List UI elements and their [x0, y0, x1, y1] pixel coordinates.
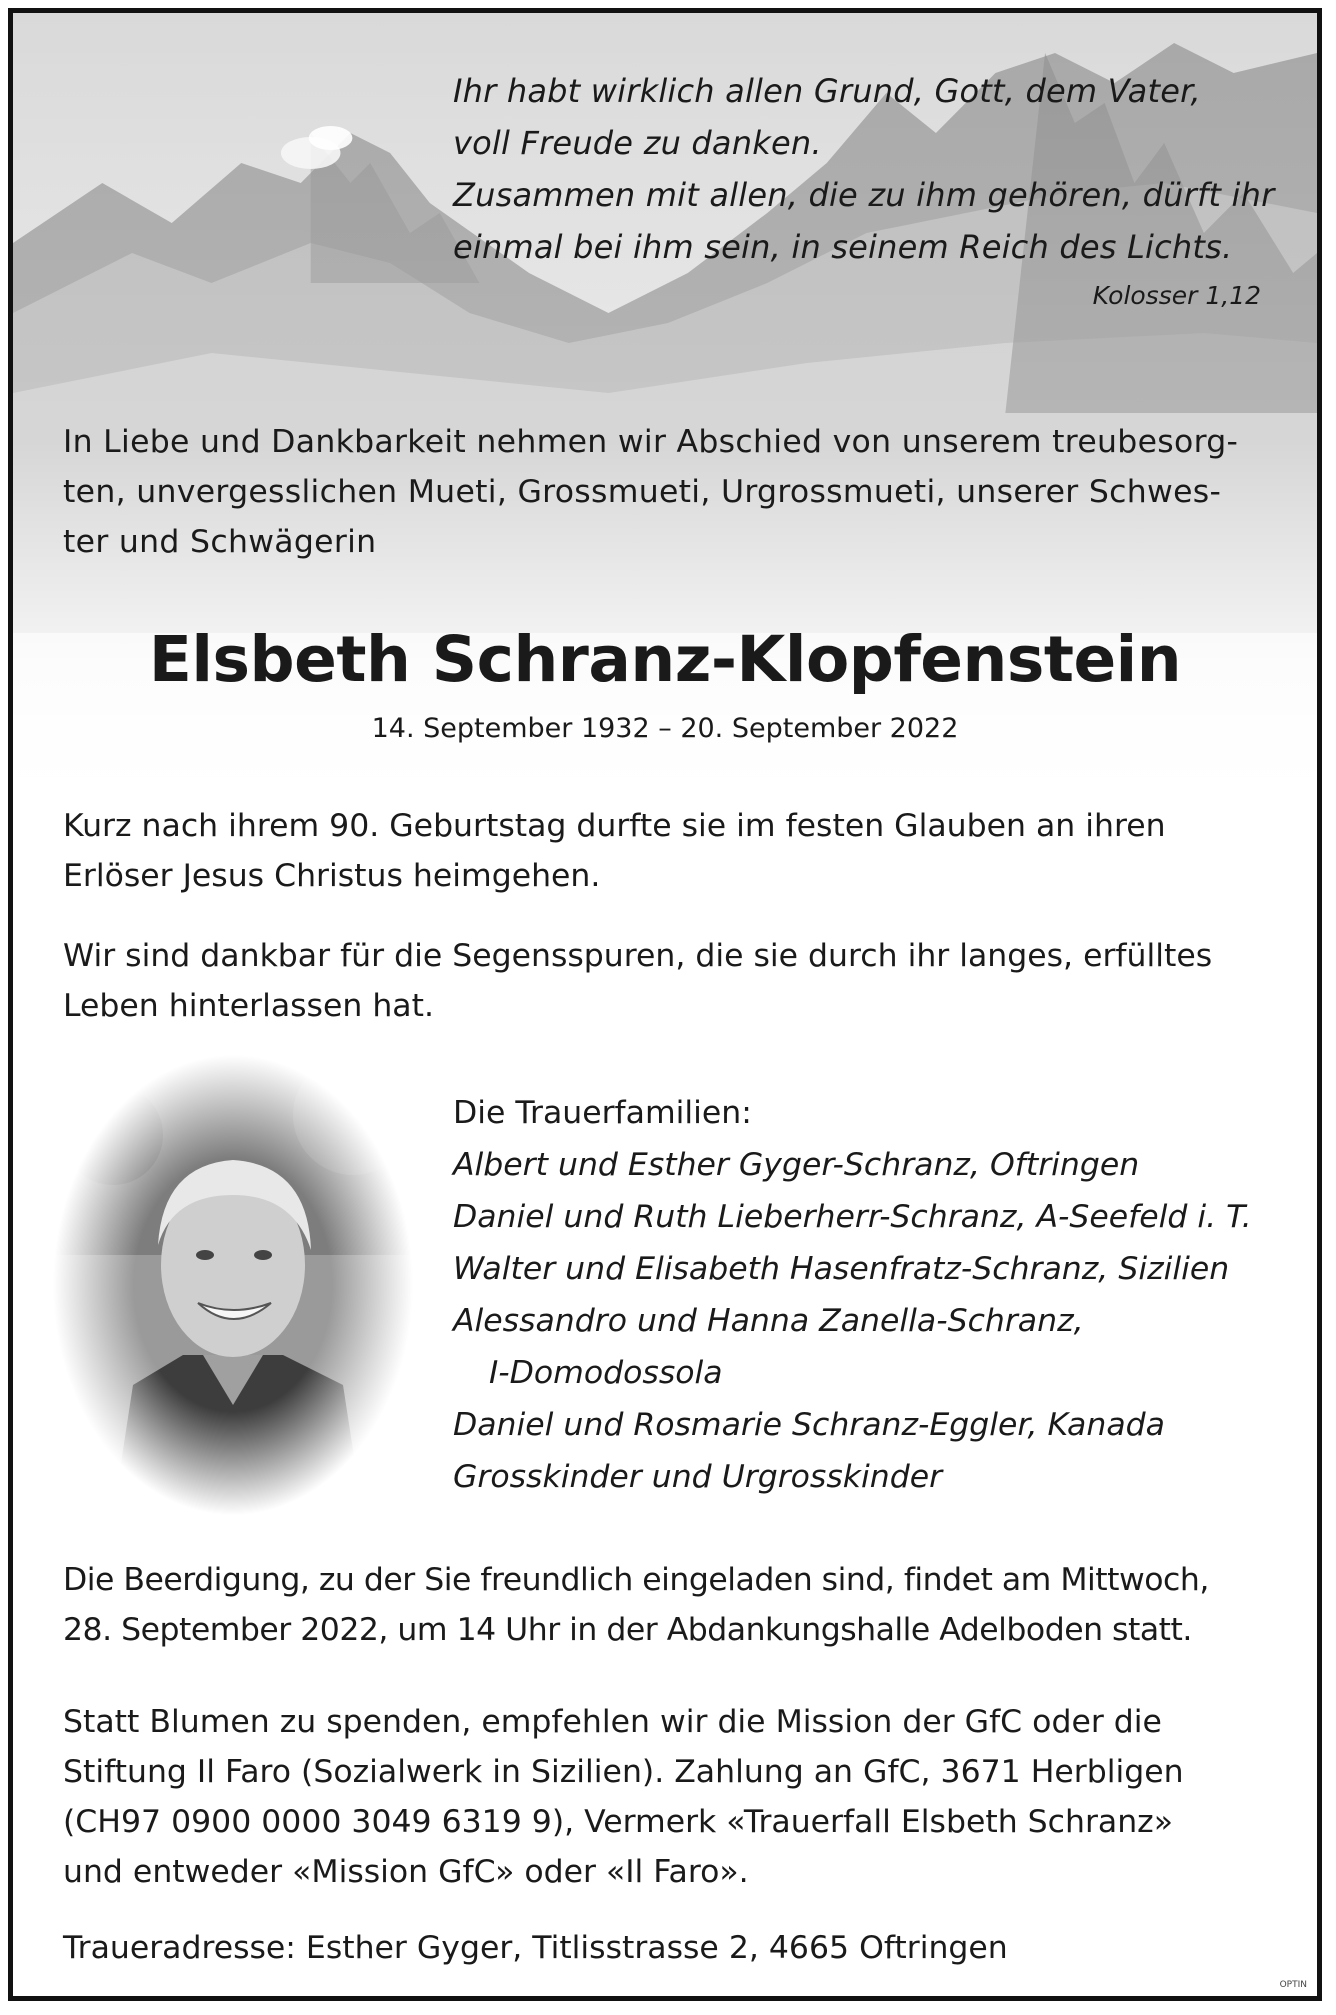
publisher-mark: OPTIN [1279, 1980, 1307, 1990]
verse-line: voll Freude zu danken. [453, 124, 822, 162]
funeral-info [63, 1555, 1291, 1655]
funeral-line: 28. September 2022, um 14 Uhr in der Abdankungshalle Adelboden statt. [63, 1612, 1192, 1648]
family-entry: Daniel und Ruth Lieberherr-Schranz, A-Seefeld i. T. [453, 1199, 1252, 1235]
paragraph-line: Leben hinterlassen hat. [63, 988, 434, 1024]
deceased-name: Elsbeth Schranz-Klopfenstein [148, 623, 1182, 696]
intro-line: ter und Schwägerin [63, 524, 377, 560]
verse-reference: Kolosser 1,12 [1092, 281, 1261, 310]
mourning-families [453, 1087, 1252, 1503]
family-entry: Grosskinder und Urgrosskinder [453, 1459, 943, 1495]
verse-line: einmal bei ihm sein, in seinem Reich des Lichts. [453, 228, 1233, 266]
paragraph-line: Kurz nach ihrem 90. Geburtstag durfte sie im festen Glauben an ihren [63, 808, 1166, 844]
portrait-photo [53, 1055, 413, 1515]
mourning-address: Traueradresse: Esther Gyger, Titlisstrasse 2, 4665 Oftringen [63, 1930, 1008, 1966]
life-dates: 14. September 1932 – 20. September 2022 [371, 713, 959, 744]
paragraph-line: Erlöser Jesus Christus heimgehen. [63, 858, 601, 894]
families-heading: Die Trauerfamilien: [453, 1095, 752, 1131]
verse-line: Zusammen mit allen, die zu ihm gehören, dürft ihr [453, 176, 1275, 214]
paragraph-gratitude [63, 931, 1291, 1031]
funeral-line: Die Beerdigung, zu der Sie freundlich eingeladen sind, findet am Mittwoch, [63, 1562, 1209, 1598]
intro-line: ten, unvergesslichen Mueti, Grossmueti, Urgrossmueti, unserer Schwes- [63, 474, 1222, 510]
family-entry: Albert und Esther Gyger-Schranz, Oftringen [453, 1147, 1140, 1183]
intro-line: In Liebe und Dankbarkeit nehmen wir Abschied von unserem treubesorg- [63, 424, 1239, 460]
donation-line: Stiftung Il Faro (Sozialwerk in Sizilien). Zahlung an GfC, 3671 Herbligen [63, 1754, 1184, 1790]
verse-line: Ihr habt wirklich allen Grund, Gott, dem Vater, [453, 72, 1201, 110]
donation-info [63, 1697, 1291, 1897]
bible-verse [453, 65, 1293, 273]
donation-line: Statt Blumen zu spenden, empfehlen wir die Mission der GfC oder die [63, 1704, 1162, 1740]
intro-text [63, 417, 1291, 567]
family-entry: I-Domodossola [489, 1355, 723, 1391]
donation-line: und entweder «Mission GfC» oder «Il Faro». [63, 1854, 749, 1890]
paragraph-line: Wir sind dankbar für die Segensspuren, die sie durch ihr langes, erfülltes [63, 938, 1213, 974]
family-entry: Alessandro und Hanna Zanella-Schranz, [453, 1303, 1084, 1339]
paragraph-faith [63, 801, 1291, 901]
obituary-frame [8, 8, 1322, 2001]
family-entry: Daniel und Rosmarie Schranz-Eggler, Kanada [453, 1407, 1165, 1443]
donation-line: (CH97 0900 0000 3049 6319 9), Vermerk «Trauerfall Elsbeth Schranz» [63, 1804, 1173, 1840]
family-entry: Walter und Elisabeth Hasenfratz-Schranz, Sizilien [453, 1251, 1230, 1287]
